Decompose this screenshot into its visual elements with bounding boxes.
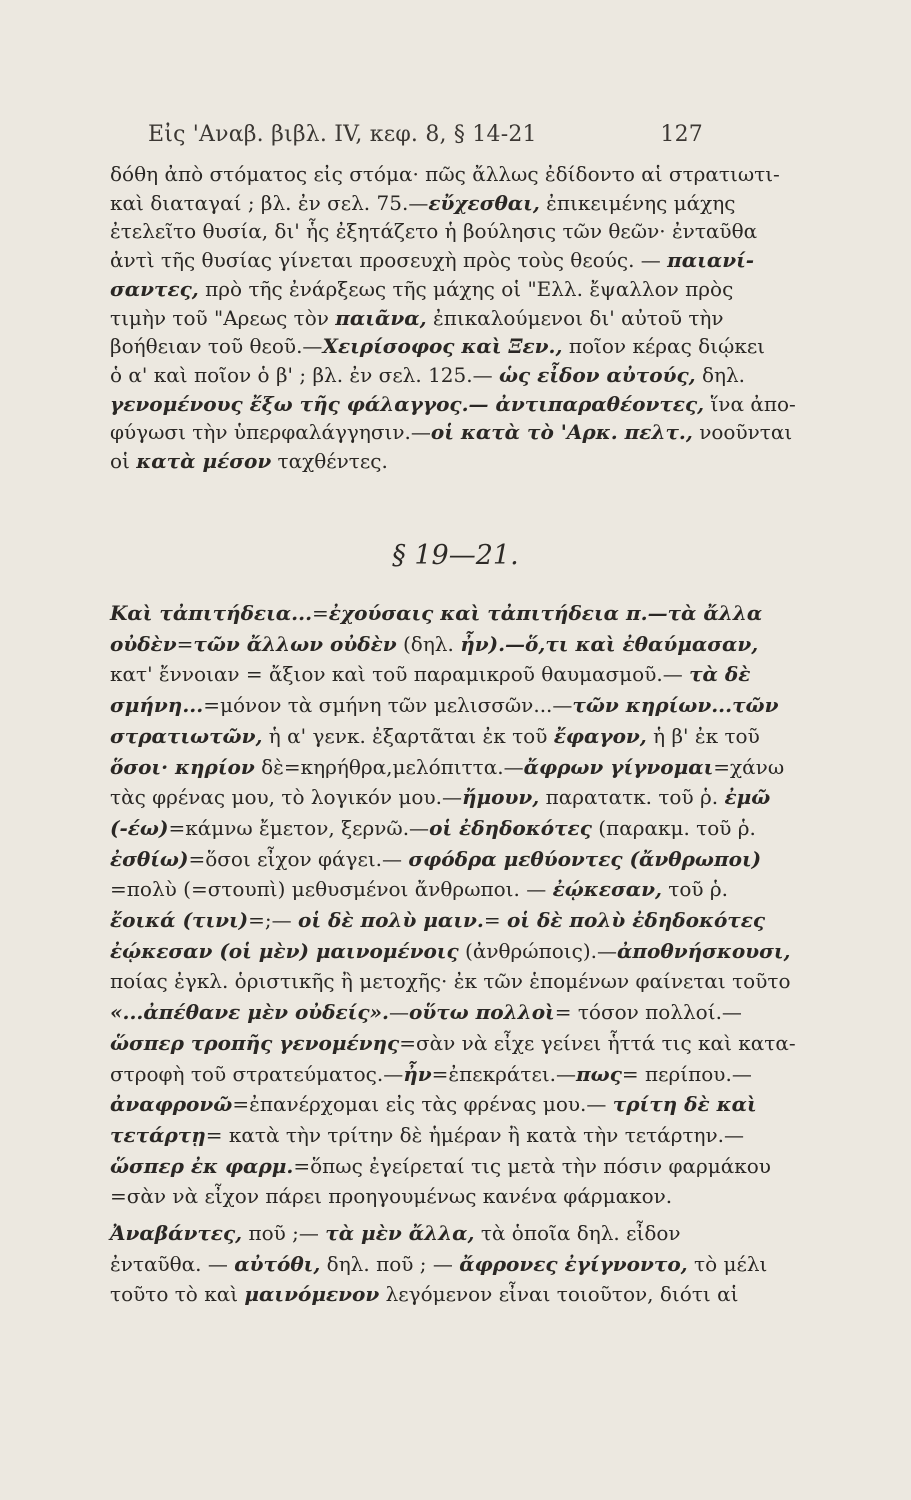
- lemma-text: σφόδρα μεθύοντες (ἄνθρωποι): [408, 846, 762, 871]
- commentary-text: δηλ.: [695, 362, 746, 387]
- page-number: 127: [660, 122, 703, 147]
- text-line: [110, 246, 755, 275]
- lemma-text: οἱ ἐδηδοκότες: [429, 815, 592, 840]
- lemma-text: οἱ δὲ πολὺ ἐδηδοκότες: [506, 908, 766, 933]
- text-line: [110, 189, 736, 218]
- lemma-text: ἐσθίω): [110, 846, 189, 871]
- commentary-text: (παρακμ. τοῦ ῥ.: [591, 815, 756, 840]
- text-line: [110, 690, 779, 721]
- commentary-text: τιμὴν τοῦ "Αρεως τὸν: [110, 305, 336, 330]
- text-line: [110, 332, 766, 361]
- lemma-text: οὕτω πολλοὶ: [408, 1000, 555, 1025]
- commentary-text: =κάμνω ἔμετον, ξερνῶ.—: [168, 815, 430, 840]
- text-line: [110, 1249, 768, 1280]
- text-line: [110, 304, 724, 333]
- commentary-text: τὰ ὁποῖα δηλ. εἶδον: [474, 1221, 681, 1246]
- lemma-text: ὅσοι· κηρίον: [110, 754, 255, 779]
- commentary-text: λεγόμενον εἶναι τοιοῦτον, διότι αἱ: [379, 1282, 739, 1307]
- text-line: [110, 361, 746, 390]
- commentary-text: οἱ: [110, 449, 137, 474]
- commentary-text: =ὅσοι εἶχον φάγει.—: [188, 846, 409, 871]
- text-line: [110, 782, 771, 813]
- text-line: [110, 844, 762, 875]
- commentary-section-19-21: [110, 598, 796, 1310]
- text-line: [110, 447, 720, 476]
- lemma-text: σαντες,: [110, 276, 199, 301]
- lemma-text: παιᾶνα,: [335, 305, 427, 330]
- lemma-text: κατὰ μέσον: [136, 449, 272, 474]
- commentary-text: στροφὴ τοῦ στρατεύματος.—: [110, 1061, 404, 1086]
- text-line: [110, 1181, 730, 1212]
- commentary-section-14-18: [110, 160, 796, 476]
- commentary-text: δόθη ἀπὸ στόματος εἰς στόμα· πῶς ἄλλως ἐδίδοντο αἱ στρατιωτι-: [110, 162, 780, 186]
- lemma-text: Ἀναβάντες,: [110, 1221, 243, 1246]
- commentary-text: νοοῦνται: [692, 420, 793, 445]
- lemma-text: γενομένους ἔξω τῆς φάλαγγος.— ἀντιπαραθέοντες,: [110, 391, 705, 416]
- commentary-text: —: [388, 1000, 409, 1025]
- commentary-text: καὶ διαταγαί ; βλ. ἐν σελ. 75.—: [110, 190, 429, 215]
- commentary-text: =μόνον τὰ σμήνη τῶν μελισσῶν...—: [203, 693, 573, 718]
- commentary-text: δὲ=κηρήθρα,μελόπιττα.—: [254, 754, 524, 779]
- lemma-text: τὰ μὲν ἄλλα,: [325, 1221, 475, 1246]
- text-line: [110, 418, 793, 447]
- commentary-text: κατ' ἔννοιαν = ἄξιον καὶ τοῦ παραμικροῦ θαυμασμοῦ.—: [110, 662, 690, 687]
- text-line: [110, 752, 785, 783]
- text-line: [110, 1151, 771, 1182]
- commentary-text: δηλ. ποῦ ; —: [320, 1251, 460, 1276]
- commentary-text: τοῦτο τὸ καὶ: [110, 1282, 245, 1307]
- text-line: [110, 160, 780, 189]
- commentary-text: =ἐπανέρχομαι εἰς τὰς φρένας μου.—: [232, 1092, 613, 1117]
- text-line: [110, 1279, 739, 1310]
- commentary-text: ἀντὶ τῆς θυσίας γίνεται προσευχὴ πρὸς τοὺς θεούς. —: [110, 248, 668, 273]
- text-line: [110, 1120, 745, 1151]
- commentary-text: =ἐπεκράτει.—: [431, 1061, 577, 1086]
- lemma-text: Καὶ τἀπιτήδεια...: [110, 601, 313, 625]
- lemma-text: ἔφαγον,: [553, 723, 647, 748]
- commentary-text: (δηλ.: [396, 631, 461, 656]
- lemma-text: αὐτόθι,: [234, 1251, 321, 1276]
- lemma-text: μαινόμενον: [244, 1282, 380, 1307]
- lemma-text: ὡς εἶδον αὐτούς,: [498, 362, 696, 387]
- text-line: [110, 629, 759, 660]
- lemma-text: ὥσπερ ἐκ φαρμ.: [110, 1153, 294, 1178]
- text-line: [110, 997, 742, 1028]
- running-title: Εἰς 'Αναβ. βιβλ. IV, κεφ. 8, § 14-21: [148, 122, 537, 147]
- lemma-text: ἦν: [403, 1061, 432, 1086]
- lemma-text: οἱ δὲ πολὺ μαιν.: [298, 908, 484, 933]
- lemma-text: πως: [576, 1061, 622, 1086]
- lemma-text: ἄφρονες ἐγίγνοντο,: [459, 1251, 688, 1276]
- text-line: [110, 813, 756, 844]
- text-line: [110, 721, 760, 752]
- lemma-text: τρίτη δὲ καὶ: [612, 1092, 757, 1117]
- text-line: [110, 659, 751, 690]
- commentary-text: (ἀνθρώποις).—: [458, 938, 617, 963]
- commentary-text: παρατατκ. τοῦ ῥ.: [539, 785, 725, 810]
- page-header: [148, 118, 703, 154]
- commentary-text: ἵνα ἀπο-: [704, 391, 796, 416]
- lemma-text: εὔχεσθαι,: [428, 190, 540, 215]
- commentary-text: =πολὺ (=στουπὶ) μεθυσμένοι ἄνθρωποι. —: [110, 877, 553, 902]
- lemma-text: (-έω): [110, 815, 169, 840]
- text-line: [110, 905, 766, 936]
- lemma-text: ἦν).—ὅ,τι καὶ ἐθαύμασαν,: [460, 631, 759, 656]
- commentary-text: τὰς φρένας μου, τὸ λογικόν μου.—: [110, 785, 462, 810]
- lemma-text: τῶν ἄλλων οὐδὲν: [193, 631, 397, 656]
- commentary-text: ἐνταῦθα. —: [110, 1251, 235, 1276]
- text-line: [110, 966, 791, 997]
- commentary-text: τὸ μέλι: [687, 1251, 768, 1276]
- section-heading: § 19—21.: [392, 540, 519, 571]
- commentary-text: = κατὰ τὴν τρίτην δὲ ἡμέραν ἢ κατὰ τὴν τετάρτην.—: [205, 1122, 745, 1147]
- commentary-text: =: [312, 601, 329, 625]
- commentary-text: ποῦ ;—: [242, 1221, 326, 1246]
- text-line: [110, 1059, 752, 1090]
- lemma-text: ἀποθνήσκουσι,: [617, 938, 791, 963]
- commentary-text: =;—: [248, 908, 298, 933]
- commentary-text: = τόσον πολλοί.—: [554, 1000, 742, 1025]
- commentary-text: φύγωσι τὴν ὑπερφαλάγγησιν.—: [110, 420, 431, 445]
- lemma-text: τετάρτῃ: [110, 1122, 206, 1147]
- commentary-text: = περίπου.—: [621, 1061, 752, 1086]
- commentary-text: ποῖον κέρας διῴκει: [562, 334, 766, 359]
- lemma-text: παιανί-: [667, 248, 755, 273]
- lemma-text: τὰ δὲ: [689, 662, 751, 687]
- lemma-text: ἄφρων γίγνομαι: [523, 754, 714, 779]
- lemma-text: «...ἀπέθανε μὲν οὐδείς».: [110, 1000, 389, 1025]
- lemma-text: στρατιωτῶν,: [110, 723, 263, 748]
- lemma-text: σμήνη...: [110, 693, 204, 718]
- commentary-text: ἐπικειμένης μάχης: [539, 190, 736, 215]
- lemma-text: ἐμῶ: [724, 785, 771, 810]
- commentary-text: =σὰν νὰ εἶχε γείνει ἧττά τις καὶ κατα-: [399, 1030, 796, 1055]
- commentary-text: ἐτελεῖτο θυσία, δι' ἧς ἐξητάζετο ἡ βούλησις τῶν θεῶν· ἐνταῦθα: [110, 219, 758, 244]
- commentary-text: ἡ β' ἐκ τοῦ: [646, 723, 760, 748]
- commentary-text: ταχθέντες.: [271, 449, 388, 474]
- text-line: [110, 1089, 757, 1120]
- lemma-text: τῶν κηρίων...τῶν: [572, 693, 779, 718]
- commentary-text: ὁ α' καὶ ποῖον ὁ β' ; βλ. ἐν σελ. 125.—: [110, 362, 499, 387]
- lemma-text: ἔοικά (τινι): [110, 908, 249, 933]
- text-line: [110, 874, 730, 905]
- text-line: [110, 598, 763, 629]
- commentary-text: ποίας ἐγκλ. ὁριστικῆς ἢ μετοχῆς· ἐκ τῶν ἑπομένων φαίνεται τοῦτο: [110, 969, 791, 994]
- commentary-text: βοήθειαν τοῦ θεοῦ.—: [110, 334, 323, 359]
- lemma-text: οἱ κατὰ τὸ 'Αρκ. πελτ.,: [430, 420, 693, 445]
- text-line: [110, 1218, 730, 1249]
- text-line: [110, 275, 734, 304]
- lemma-text: ἐχούσαις καὶ τἀπιτήδεια π.—τὰ ἄλλα: [328, 601, 763, 625]
- text-line: [110, 390, 796, 419]
- commentary-text: τοῦ ῥ.: [661, 877, 729, 902]
- commentary-text: ἡ α' γενκ. ἐξαρτᾶται ἐκ τοῦ: [262, 723, 554, 748]
- commentary-text: =σὰν νὰ εἶχον πάρει προηγουμένως κανένα φάρμακον.: [110, 1184, 673, 1209]
- commentary-text: =: [483, 908, 507, 933]
- text-line: [110, 217, 758, 246]
- lemma-text: Χειρίσοφος καὶ Ξεν.,: [322, 334, 563, 359]
- text-line: [110, 936, 791, 967]
- commentary-text: πρὸ τῆς ἐνάρξεως τῆς μάχης οἱ "Ελλ. ἔψαλλον πρὸς: [198, 276, 734, 301]
- commentary-text: =ὅπως ἐγείρεταί τις μετὰ τὴν πόσιν φαρμάκου: [293, 1153, 771, 1178]
- lemma-text: ἐῴκεσαν,: [552, 877, 662, 902]
- lemma-text: οὐδὲν: [110, 631, 177, 656]
- commentary-text: =χάνω: [713, 754, 785, 779]
- commentary-text: ἐπικαλούμενοι δι' αὐτοῦ τὴν: [426, 305, 724, 330]
- lemma-text: ἤμουν,: [461, 785, 540, 810]
- text-line: [110, 1028, 796, 1059]
- lemma-text: ἐῴκεσαν (οἱ μὲν) μαινομένοις: [110, 938, 459, 963]
- commentary-text: =: [176, 631, 194, 656]
- lemma-text: ὥσπερ τροπῆς γενομένης: [110, 1030, 400, 1055]
- lemma-text: ἀναφρονῶ: [110, 1092, 233, 1117]
